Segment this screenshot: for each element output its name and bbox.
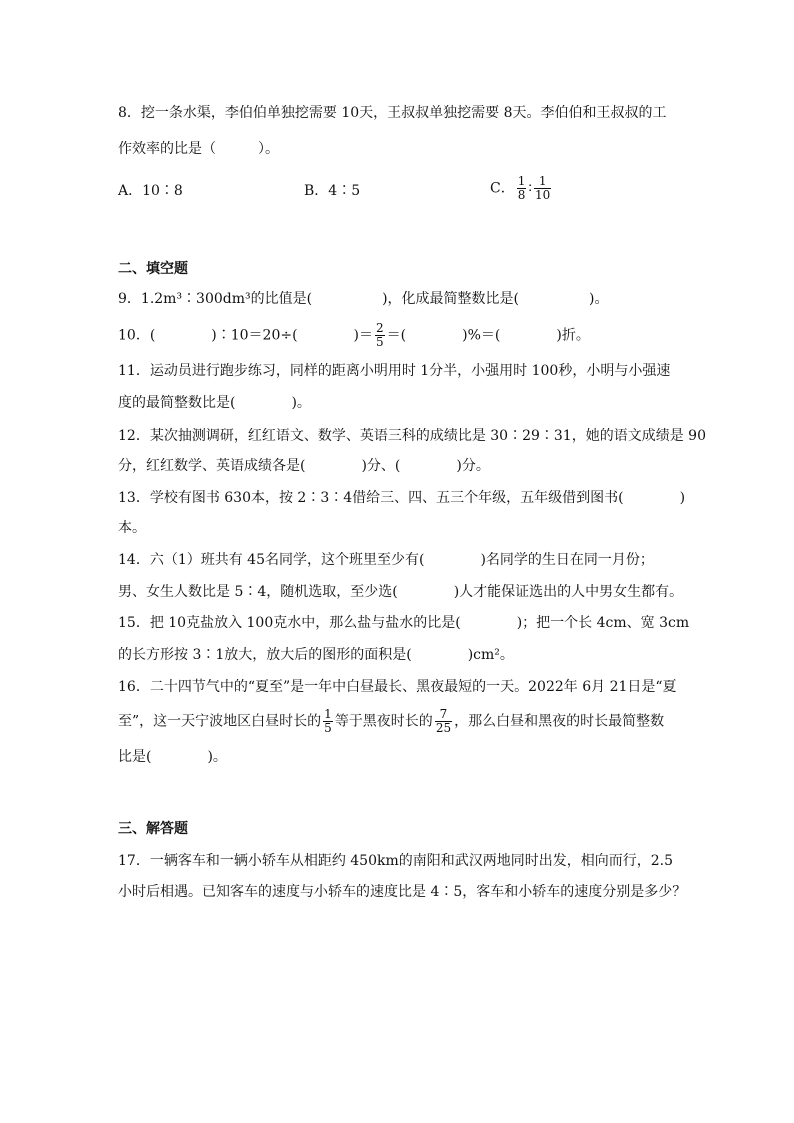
question-10-fraction — [375, 322, 385, 349]
question-13-line-2: 本。 — [118, 520, 146, 536]
question-13-line-1: 13．学校有图书 630本，按 2∶3∶4借给三、四、五三个年级，五年级借到图书( ) — [118, 490, 686, 506]
question-16-line-2 — [118, 708, 664, 735]
question-16-line-1: 16．二十四节气中的“夏至”是一年中白昼最长、黑夜最短的一天。2022年 6月 21日是“夏 — [118, 679, 677, 695]
question-10 — [118, 322, 590, 349]
question-9: 9．1.2m³∶300dm³的比值是( )，化成最简整数比是( )。 — [118, 291, 609, 307]
question-11-line-2: 度的最简整数比是( )。 — [118, 395, 311, 411]
section-fill-in-title: 二、填空题 — [118, 261, 188, 277]
ratio-separator: ∶ — [528, 180, 533, 197]
fraction-numerator: 7 — [435, 708, 452, 722]
fraction-numerator: 1 — [517, 174, 526, 188]
option-a: A．10∶8 — [118, 183, 183, 199]
question-10-part-1: 10．( )∶10＝20÷( )＝ — [118, 327, 374, 344]
fraction-numerator: 1 — [534, 175, 551, 189]
fraction-denominator: 5 — [376, 335, 384, 349]
section-solve-title: 三、解答题 — [118, 821, 188, 837]
question-15-line-1: 15．把 10克盐放入 100克水中，那么盐与盐水的比是( )；把一个长 4cm、宽 3cm — [118, 615, 690, 631]
question-8-line-2: 作效率的比是（ ）。 — [118, 141, 279, 157]
fraction-denominator: 5 — [324, 721, 332, 735]
fraction-numerator: 2 — [376, 321, 384, 335]
option-c-fraction-1 — [517, 175, 527, 202]
question-16-text-b: 等于黑夜时长的 — [334, 713, 433, 730]
option-c-label: C． — [490, 180, 515, 197]
fraction-denominator: 8 — [517, 188, 526, 202]
question-16-fraction-2 — [435, 708, 452, 735]
question-15-line-2: 的长方形按 3∶1放大，放大后的图形的面积是( )cm²。 — [118, 647, 514, 663]
question-12-line-1: 12．某次抽测调研，红红语文、数学、英语三科的成绩比是 30∶29∶31，她的语文成绩是 90 — [118, 428, 706, 444]
option-c-fraction-2 — [534, 175, 551, 202]
question-16-line-3: 比是( )。 — [118, 749, 227, 765]
question-8-line-1: 8．挖一条水渠，李伯伯单独挖需要 10天，王叔叔单独挖需要 8天。李伯伯和王叔叔的工 — [118, 105, 667, 121]
fraction-denominator: 10 — [535, 188, 551, 202]
fraction-denominator: 25 — [435, 721, 452, 735]
question-16-text-c: ，那么白昼和黑夜的时长最简整数 — [454, 713, 665, 730]
option-c — [490, 175, 553, 202]
question-17-line-1: 17．一辆客车和一辆小轿车从相距约 450km的南阳和武汉两地同时出发，相向而行，2.5 — [118, 853, 674, 869]
question-16-fraction-1 — [323, 708, 333, 735]
question-11-line-1: 11．运动员进行跑步练习，同样的距离小明用时 1分半，小强用时 100秒，小明与小强速 — [118, 363, 671, 379]
option-b: B．4∶5 — [304, 183, 361, 199]
question-14-line-2: 男、女生人数比是 5∶4，随机选取，至少选( )人才能保证选出的人中男女生都有。 — [118, 584, 684, 600]
question-12-line-2: 分，红红数学、英语成绩各是( )分、( )分。 — [118, 458, 490, 474]
fraction-numerator: 1 — [324, 707, 332, 721]
question-17-line-2: 小时后相遇。已知客车的速度与小轿车的速度比是 4∶5，客车和小轿车的速度分别是多少？ — [118, 884, 687, 900]
question-14-line-1: 14．六（1）班共有 45名同学，这个班里至少有( )名同学的生日在同一月份； — [118, 552, 654, 568]
question-16-text-a: 至”，这一天宁波地区白昼时长的 — [118, 713, 322, 730]
question-10-part-2: ＝( )%＝( )折。 — [386, 327, 590, 344]
